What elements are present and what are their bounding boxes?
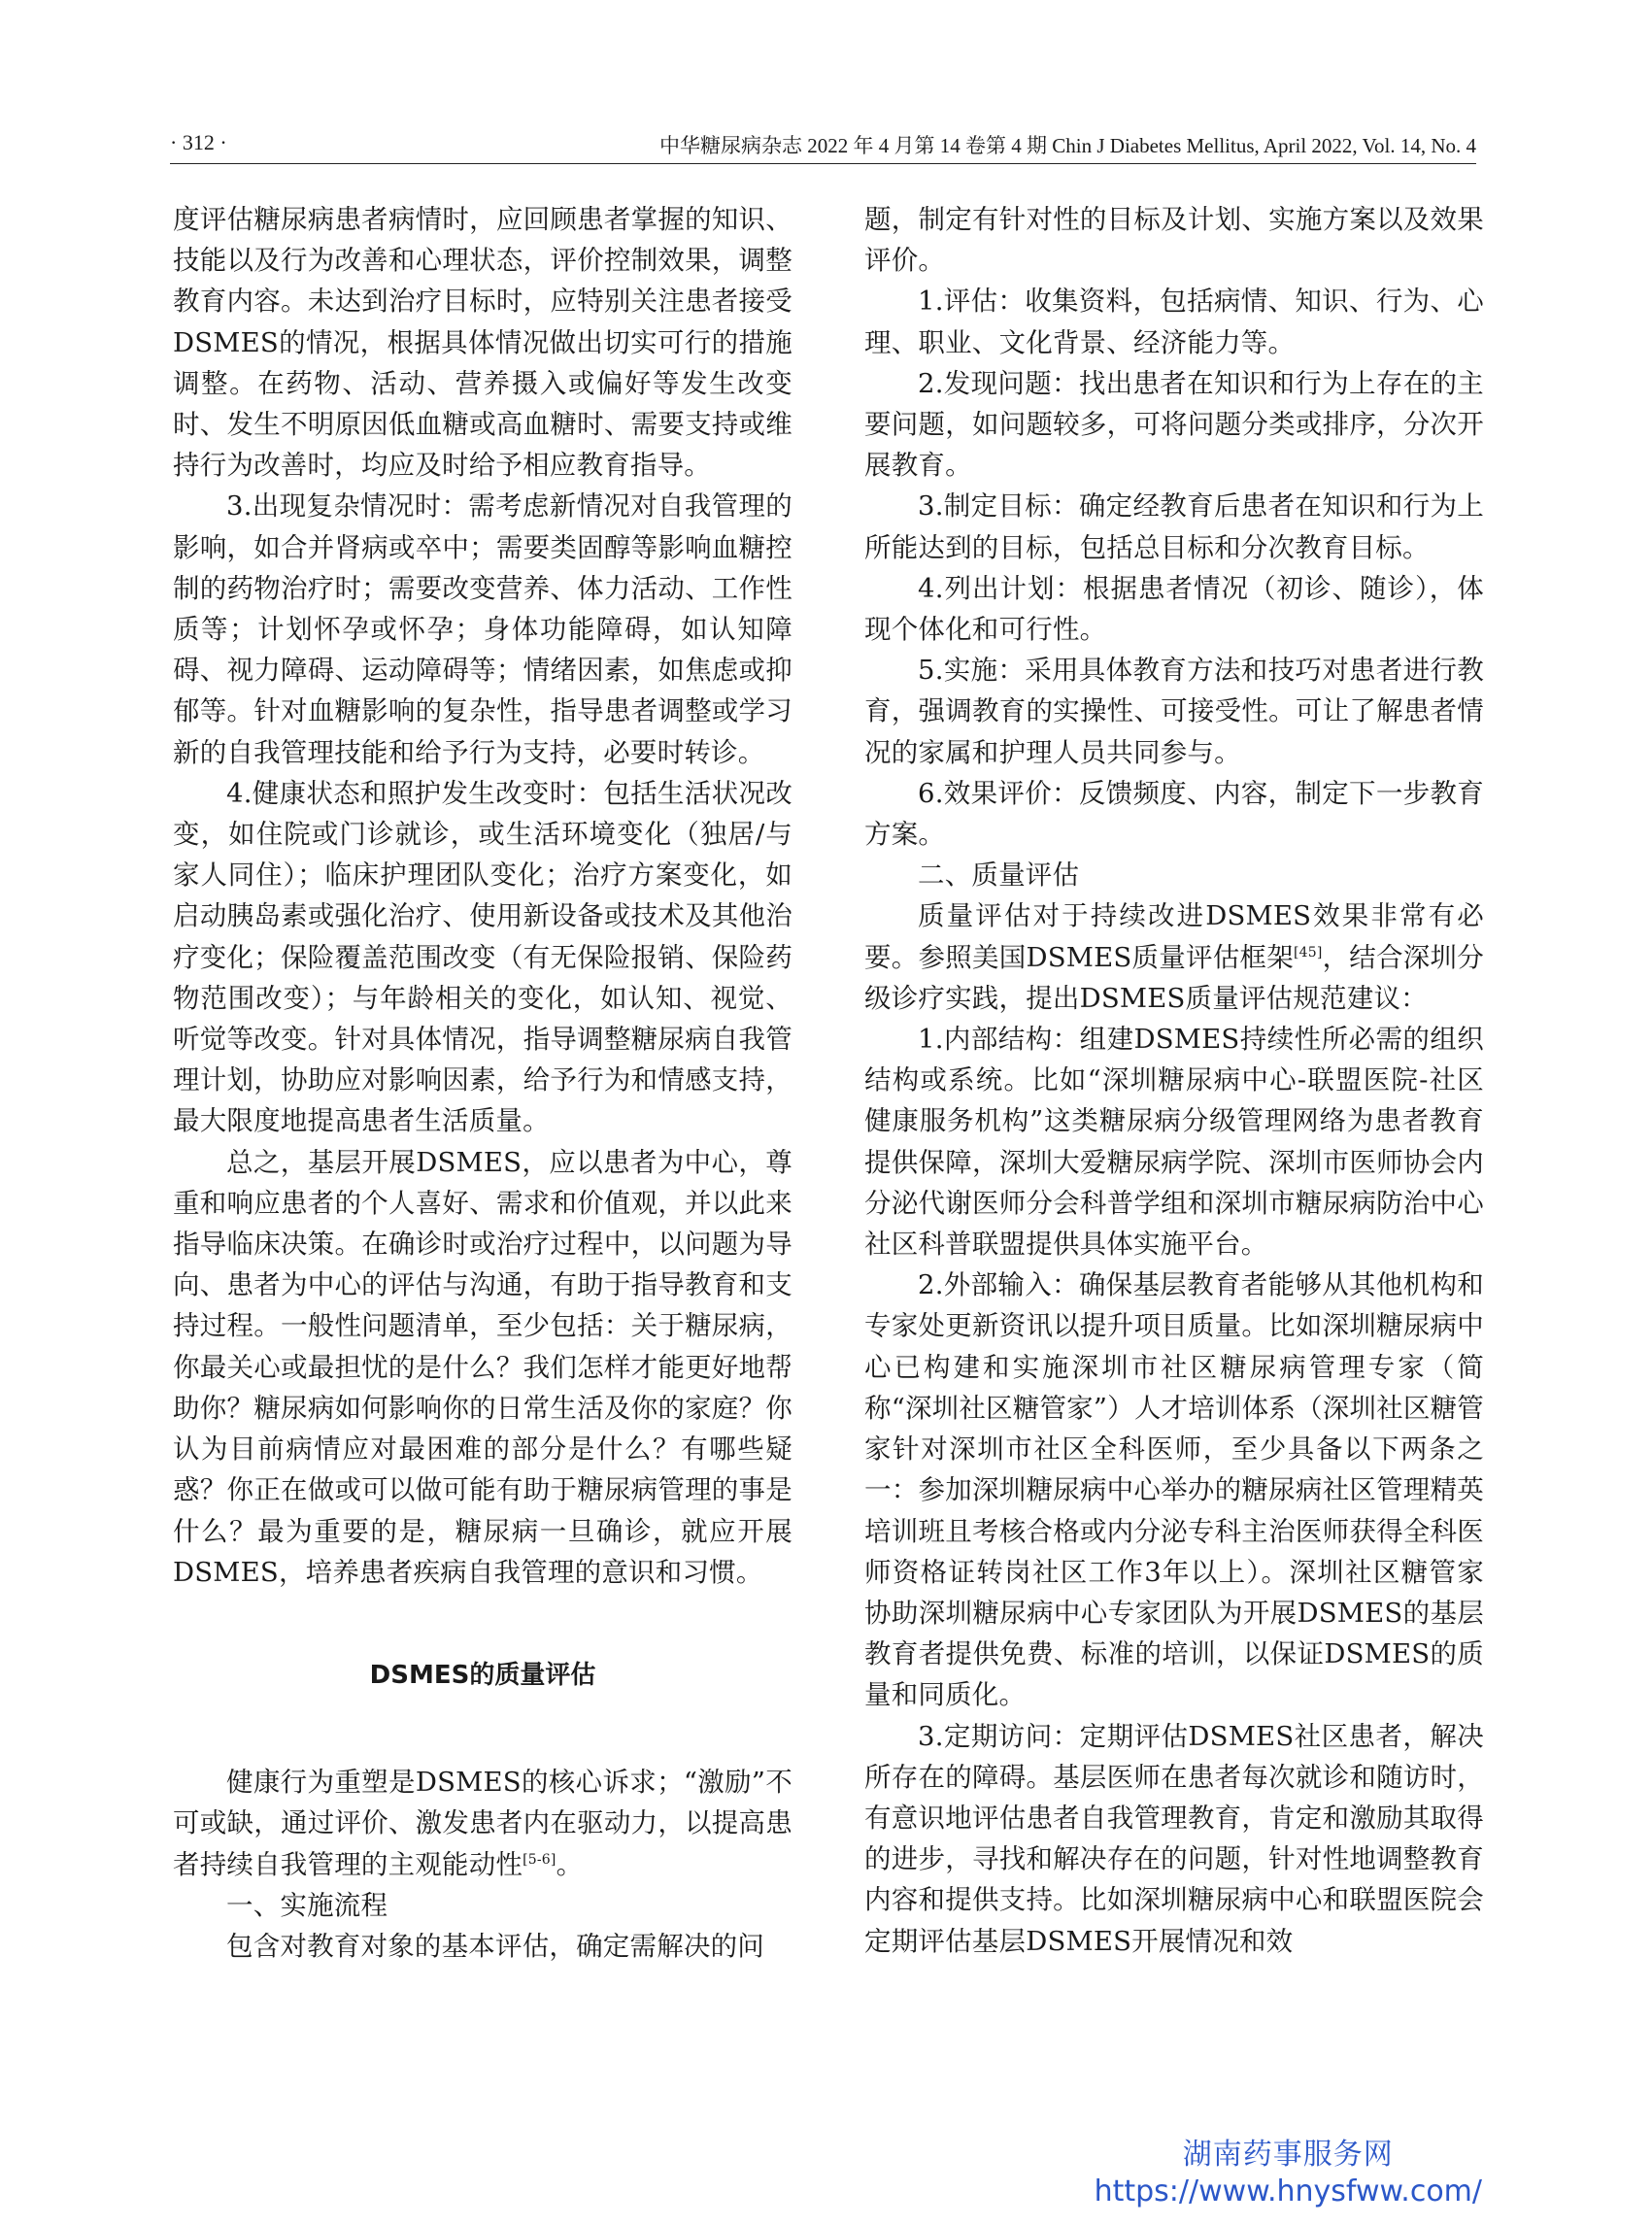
paragraph: 总之，基层开展DSMES，应以患者为中心，尊重和响应患者的个人喜好、需求和价值观，并以此来指导临床决策。在确诊时或治疗过程中，以问题为导向、患者为中心的评估与沟通，有助于指导教育和支持过程。一般性问题清单，至少包括：关于糖尿病，你最关心或最担忧的是什么？我们怎样才能更好地帮助你？糖尿病如何影响你的日常生活及你的家庭？你认为目前病情应对最困难的部分是什么？有哪些疑惑？你正在做或可以做可能有助于糖尿病管理的事是什么？最为重要的是，糖尿病一旦确诊，就应开展DSMES，培养患者疾病自我管理的意识和习惯。 bbox=[173, 1146, 792, 1588]
paragraph: 度评估糖尿病患者病情时，应回顾患者掌握的知识、技能以及行为改善和心理状态，评价控制效果，调整教育内容。未达到治疗目标时，应特别关注患者接受DSMES的情况，根据具体情况做出切实可行的措施调整。在药物、活动、营养摄入或偏好等发生改变时、发生不明原因低血糖或高血糖时、需要支持或维持行为改善时，均应及时给予相应教育指导。 bbox=[173, 204, 792, 482]
watermark bbox=[1095, 2137, 1482, 2210]
watermark-url[interactable]: https://www.hnysfww.com/ bbox=[1094, 2174, 1482, 2208]
paragraph: 2.外部输入：确保基层教育者能够从其他机构和专家处更新资讯以提升项目质量。比如深圳糖尿病中心已构建和实施深圳市社区糖尿病管理专家（简称“深圳社区糖管家”）人才培训体系（深圳社区糖管家针对深圳市社区全科医师，至少具备以下两条之一：参加深圳糖尿病中心举办的糖尿病社区管理精英培训班且考核合格或内分泌专科主治医师获得全科医师资格证转岗社区工作3年以上）。深圳社区糖管家协助深圳糖尿病中心专家团队为开展DSMES的基层教育者提供免费、标准的培训，以保证DSMES的质量和同质化。 bbox=[864, 1269, 1484, 1711]
paragraph: 3.定期访问：定期评估DSMES社区患者，解决所存在的障碍。基层医师在患者每次就诊和随访时，有意识地评估患者自我管理教育，肯定和激励其取得的进步，寻找和解决存在的问题，针对性地调整教育内容和提供支持。比如深圳糖尿病中心和联盟医院会定期评估基层DSMES开展情况和效 bbox=[864, 1720, 1484, 1957]
subsection-heading: 二、质量评估 bbox=[918, 860, 1080, 892]
paragraph-text: 质量评估对于持续改进DSMES效果非常有必要。参照美国DSMES质量评估框架 bbox=[864, 900, 1484, 973]
right-column bbox=[864, 199, 1484, 1962]
paragraph: 包含对教育对象的基本评估，确定需解决的问 bbox=[226, 1930, 764, 1962]
paragraph: 题，制定有针对性的目标及计划、实施方案以及效果评价。 bbox=[864, 204, 1484, 277]
paragraph-end: 。 bbox=[556, 1848, 584, 1880]
paragraph: 6.效果评价：反馈频度、内容，制定下一步教育方案。 bbox=[864, 777, 1484, 851]
paragraph: 1.内部结构：组建DSMES持续性所必需的组织结构或系统。比如“深圳糖尿病中心-联盟医院-社区健康服务机构”这类糖尿病分级管理网络为患者教育提供保障，深圳大爱糖尿病学院、深圳市医师协会内分泌代谢医师分会科普学组和深圳市糖尿病防治中心社区科普联盟提供具体实施平台。 bbox=[864, 1024, 1484, 1261]
paragraph bbox=[173, 1762, 792, 1885]
paragraph: 2.发现问题：找出患者在知识和行为上存在的主要问题，如问题较多，可将问题分类或排序，分次开展教育。 bbox=[864, 367, 1484, 482]
paragraph: 3.制定目标：确定经教育后患者在知识和行为上所能达到的目标，包括总目标和分次教育目标。 bbox=[864, 490, 1484, 563]
journal-citation: 中华糖尿病杂志 2022 年 4 月第 14 卷第 4 期 Chin J Diabetes Mellitus, April 2022, Vol. 14, No. 4 bbox=[659, 134, 1476, 157]
paragraph bbox=[864, 895, 1484, 1019]
citation-ref: [45] bbox=[1293, 944, 1323, 961]
paragraph: 1.评估：收集资料，包括病情、知识、行为、心理、职业、文化背景、经济能力等。 bbox=[864, 286, 1484, 358]
subsection-heading: 一、实施流程 bbox=[226, 1889, 388, 1921]
left-column bbox=[173, 199, 792, 1967]
watermark-name: 湖南药事服务网 bbox=[1182, 2138, 1394, 2172]
paragraph: 4.健康状态和照护发生改变时：包括生活状况改变，如住院或门诊就诊，或生活环境变化（独居/与家人同住）；临床护理团队变化；治疗方案变化，如启动胰岛素或强化治疗、使用新设备或技术及其他治疗变化；保险覆盖范围改变（有无保险报销、保险药物范围改变）；与年龄相关的变化，如认知、视觉、听觉等改变。针对具体情况，指导调整糖尿病自我管理计划，协助应对影响因素，给予行为和情感支持，最大限度地提高患者生活质量。 bbox=[173, 777, 792, 1137]
page-number: · 312 · bbox=[170, 130, 227, 154]
paragraph: 4.列出计划：根据患者情况（初诊、随诊），体现个体化和可行性。 bbox=[864, 572, 1484, 646]
paragraph: 3.出现复杂情况时：需考虑新情况对自我管理的影响，如合并肾病或卒中；需要类固醇等影响血糖控制的药物治疗时；需要改变营养、体力活动、工作性质等；计划怀孕或怀孕；身体功能障碍，如认知障碍、视力障碍、运动障碍等；情绪因素，如焦虑或抑郁等。针对血糖影响的复杂性，指导患者调整或学习新的自我管理技能和给予行为支持，必要时转诊。 bbox=[173, 490, 792, 768]
paragraph-text: 健康行为重塑是DSMES的核心诉求；“激励”不可或缺，通过评价、激发患者内在驱动力，以提高患者持续自我管理的主观能动性 bbox=[173, 1767, 792, 1880]
running-header bbox=[170, 124, 1476, 164]
paragraph-text: ，结合深圳分级诊疗实践，提出DSMES质量评估规范建议： bbox=[864, 941, 1484, 1014]
section-heading: DSMES的质量评估 bbox=[369, 1660, 596, 1690]
citation-ref: [5-6] bbox=[523, 1851, 556, 1868]
paragraph: 5.实施：采用具体教育方法和技巧对患者进行教育，强调教育的实操性、可接受性。可让了解患者情况的家属和护理人员共同参与。 bbox=[864, 655, 1484, 768]
